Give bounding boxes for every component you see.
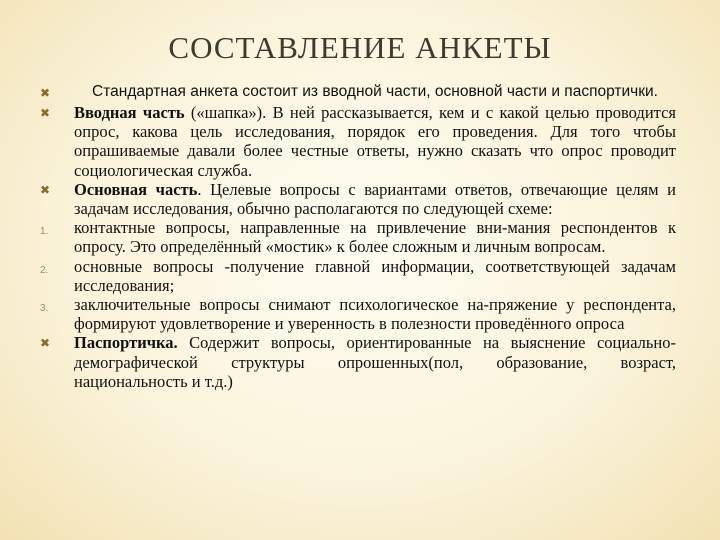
item-text: заключительные вопросы снимают психологическое на-пряжение у респондента, формируют удовлетворение и уверенность в полезности проведённого опроса [74, 295, 676, 334]
numbered-item-1 [40, 218, 676, 256]
item-heading: Паспортичка. [74, 333, 178, 353]
x-bullet-icon: ✖ [40, 106, 51, 120]
numbered-item-3 [40, 295, 676, 333]
item-heading: Основная часть [74, 179, 198, 199]
item-number: 2. [40, 264, 49, 276]
item-heading: Вводная часть [74, 103, 185, 122]
numbered-item-2 [40, 257, 676, 295]
list-item-passport [40, 333, 676, 391]
item-text: основные вопросы -получение главной информации, соответствующей задачам исследования; [74, 256, 676, 295]
item-text: . Целевые вопросы с вариантами ответов, отвечающие целям и задачам исследования, обычно располагаются по следующей схеме: [74, 179, 676, 219]
intro-item [40, 83, 676, 101]
x-bullet-icon: ✖ [40, 86, 51, 100]
item-text: («шапка»). В ней рассказывается, кем и с какой целью проводится опрос, какова цель исследования, порядок его проведения. Для того чтобы опрашиваемые давали более честные ответы, нужно сказать что опрос проводит социологическая служба. [74, 103, 676, 180]
item-number: 1. [40, 226, 49, 238]
item-number: 3. [40, 303, 49, 315]
item-text: контактные вопросы, направленные на привлечение вни-мания респондентов к опросу. Это определённый «мостик» к более сложным и личным вопросам. [74, 218, 676, 257]
slide-content [40, 83, 676, 391]
x-bullet-icon: ✖ [40, 182, 51, 197]
intro-text: Стандартная анкета состоит из вводной части, основной части и паспортички. [92, 83, 658, 100]
list-item-intro-part [40, 103, 676, 180]
list-item-main-part [40, 180, 676, 218]
item-text: Содержит вопросы, ориентированные на выяснение социально-демографической структуры опрошенных(пол, образование, возраст, национальность и т.д.) [74, 333, 676, 391]
x-bullet-icon: ✖ [40, 336, 51, 351]
slide-title: СОСТАВЛЕНИЕ АНКЕТЫ [168, 30, 552, 65]
